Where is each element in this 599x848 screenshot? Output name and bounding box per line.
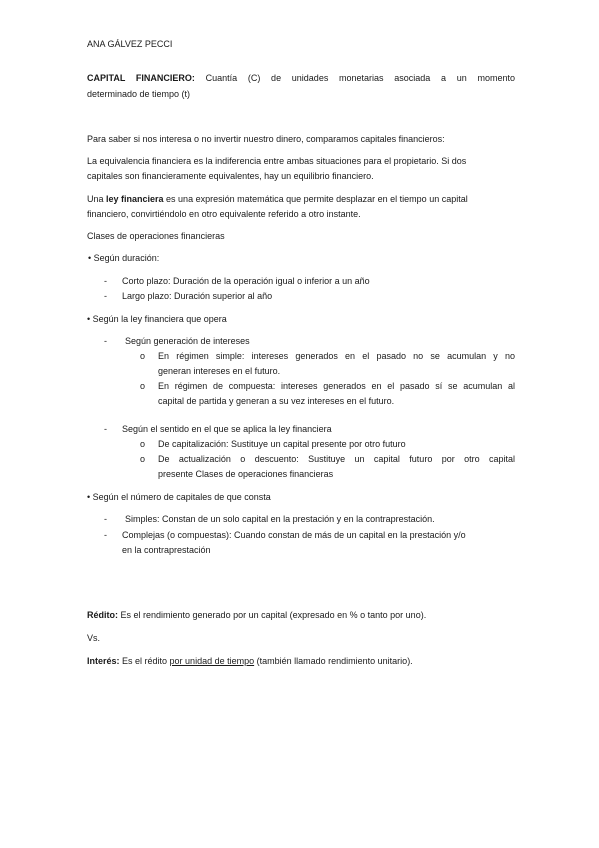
list-dash: -	[104, 530, 107, 540]
capitales-heading: • Según el número de capitales de que consta	[87, 492, 271, 502]
interes-definition	[87, 653, 515, 669]
ley-sub1-label: Según generación de intereses	[125, 336, 250, 346]
capital-definition-line2: determinado de tiempo (t)	[87, 89, 191, 99]
ley-definition-text: es una expresión matemática que permite desplazar en el tiempo un capital	[163, 194, 468, 204]
capital-term: CAPITAL FINANCIERO:	[87, 73, 195, 83]
equivalence-line2: capitales son financieramente equivalentes, hay un equilibrio financiero.	[87, 171, 374, 181]
author-name: ANA GÁLVEZ PECCI	[87, 39, 173, 49]
ley-financiera-line1	[87, 191, 515, 207]
list-dash: -	[104, 291, 107, 301]
ley-prefix: Una	[87, 194, 107, 204]
intro-paragraph-1: Para saber si nos interesa o no invertir nuestro dinero, comparamos capitales financieros:	[87, 134, 445, 144]
interes-pre: Es el rédito	[119, 656, 170, 666]
equivalence-line1: La equivalencia financiera es la indiferencia entre ambas situaciones para el propietario. Si dos	[87, 156, 467, 166]
redito-text: Es el rendimiento generado por un capital (expresado en % o tanto por uno).	[118, 610, 427, 620]
ley-sub1-item1-line2: generan intereses en el futuro.	[158, 366, 281, 376]
interes-term: Interés:	[87, 656, 120, 666]
ley-sub2-item1-line1: De capitalización: Sustituye un capital presente por otro futuro	[158, 439, 406, 449]
list-dash: -	[104, 276, 107, 286]
ley-sub2-item2-line2: presente Clases de operaciones financieras	[158, 469, 334, 479]
list-dash: -	[104, 514, 107, 524]
capitales-item-simples: Simples: Constan de un solo capital en la prestación y en la contraprestación.	[125, 514, 435, 524]
ley-sub2-label: Según el sentido en el que se aplica la ley financiera	[122, 424, 332, 434]
classes-heading: Clases de operaciones financieras	[87, 231, 225, 241]
capital-definition-text: Cuantía (C) de unidades monetarias asociada a un momento	[194, 73, 515, 83]
circle-bullet: o	[140, 454, 146, 464]
circle-bullet: o	[140, 381, 146, 391]
ley-financiera-line2: financiero, convirtiéndolo en otro equivalente referido a otro instante.	[87, 209, 361, 219]
duracion-item-largo: Largo plazo: Duración superior al año	[122, 291, 273, 301]
interes-underlined: por unidad de tiempo	[169, 656, 255, 666]
circle-bullet: o	[140, 439, 146, 449]
capital-definition-line1	[87, 70, 515, 86]
ley-sub1-item2-line1: En régimen de compuesta: intereses generados en el pasado sí se acumulan al	[158, 381, 515, 391]
duracion-item-corto: Corto plazo: Duración de la operación igual o inferior a un año	[122, 276, 370, 286]
redito-term: Rédito:	[87, 610, 118, 620]
list-dash: -	[104, 336, 107, 346]
ley-sub2-item2-line1: De actualización o descuento: Sustituye un capital futuro por otro capital	[158, 454, 515, 464]
circle-bullet: o	[140, 351, 146, 361]
interes-post: (también llamado rendimiento unitario).	[254, 656, 413, 666]
redito-definition	[87, 607, 515, 623]
versus-label: Vs.	[87, 633, 101, 643]
ley-financiera-term: ley financiera	[106, 194, 164, 204]
ley-sub1-item1-line1: En régimen simple: intereses generados en el pasado no se acumulan y no	[158, 351, 515, 361]
ley-sub1-item2-line2: capital de partida y generan a su vez intereses en el futuro.	[158, 396, 395, 406]
capitales-item-complejas-line1: Complejas (o compuestas): Cuando constan de más de un capital en la prestación y/o	[122, 530, 466, 540]
capitales-item-complejas-line2: en la contraprestación	[122, 545, 211, 555]
duracion-heading: • Según duración:	[88, 253, 160, 263]
list-dash: -	[104, 424, 107, 434]
ley-heading: • Según la ley financiera que opera	[87, 314, 227, 324]
